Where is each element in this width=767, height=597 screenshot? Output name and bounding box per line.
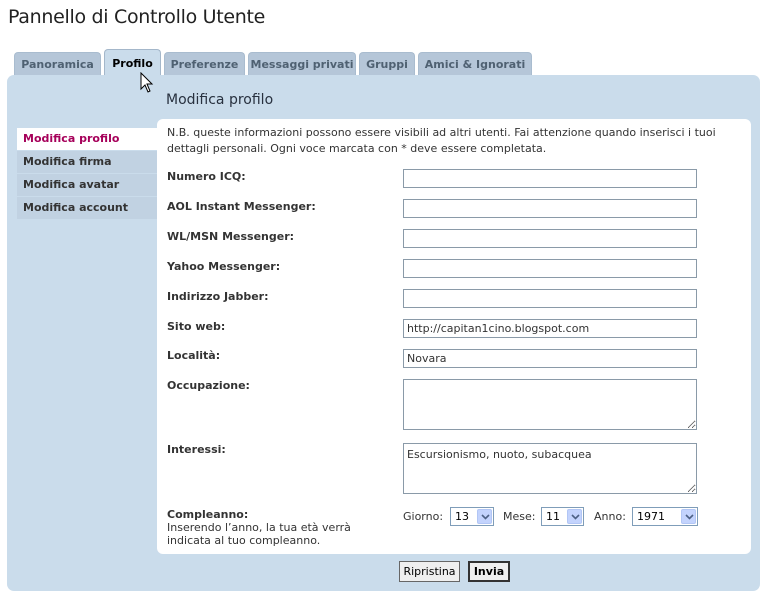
tab-amici-ignorati[interactable]: Amici & Ignorati — [418, 52, 532, 75]
tab-profilo[interactable]: Profilo — [104, 49, 161, 75]
chevron-down-icon — [477, 509, 492, 524]
sidenav-item-modifica-avatar[interactable]: Modifica avatar — [17, 174, 157, 196]
jabber-label: Indirizzo Jabber: — [167, 290, 269, 303]
interests-textarea[interactable] — [403, 443, 697, 494]
location-label: Località: — [167, 349, 221, 362]
sidenav-item-modifica-account[interactable]: Modifica account — [17, 197, 157, 219]
day-select[interactable] — [450, 507, 494, 526]
website-input[interactable] — [403, 319, 697, 338]
month-select[interactable] — [541, 507, 584, 526]
month-value: 11 — [546, 510, 560, 523]
msn-input[interactable] — [403, 229, 697, 248]
msn-label: WL/MSN Messenger: — [167, 230, 295, 243]
jabber-input[interactable] — [403, 289, 697, 308]
info-note: N.B. queste informazioni possono essere visibili ad altri utenti. Fai attenzione quando inserisci i tuoi dettagli personali. Ogni voce marcata con * deve essere completata. — [167, 126, 716, 155]
year-select[interactable] — [632, 507, 698, 526]
page-title: Pannello di Controllo Utente — [8, 6, 266, 28]
icq-label: Numero ICQ: — [167, 170, 246, 183]
submit-button[interactable]: Invia — [468, 561, 510, 582]
tab-panoramica[interactable]: Panoramica — [14, 52, 101, 75]
icq-input[interactable] — [403, 169, 697, 188]
chevron-down-icon — [567, 509, 582, 524]
reset-button[interactable]: Ripristina — [399, 561, 460, 582]
location-input[interactable] — [403, 349, 697, 368]
chevron-down-icon — [681, 509, 696, 524]
month-label: Mese: — [503, 510, 536, 523]
sidenav-item-modifica-firma[interactable]: Modifica firma — [17, 151, 157, 173]
day-value: 13 — [455, 510, 469, 523]
yahoo-label: Yahoo Messenger: — [167, 260, 281, 273]
profile-sidenav — [17, 128, 157, 220]
occupation-label: Occupazione: — [167, 379, 250, 392]
mouse-cursor-icon — [140, 72, 154, 94]
occupation-textarea[interactable] — [403, 379, 697, 430]
sidenav-item-modifica-profilo[interactable]: Modifica profilo — [17, 128, 157, 150]
birthday-hint: Inserendo l’anno, la tua età verrà indicata al tuo compleanno. — [167, 521, 351, 547]
tab-gruppi[interactable]: Gruppi — [359, 52, 415, 75]
birthday-label: Compleanno: — [167, 508, 249, 521]
website-label: Sito web: — [167, 320, 226, 333]
aol-label: AOL Instant Messenger: — [167, 200, 316, 213]
aol-input[interactable] — [403, 199, 697, 218]
interests-label: Interessi: — [167, 443, 226, 456]
tab-messaggi-privati[interactable]: Messaggi privati — [248, 52, 356, 75]
year-label: Anno: — [594, 510, 626, 523]
yahoo-input[interactable] — [403, 259, 697, 278]
year-value: 1971 — [637, 510, 665, 523]
section-title: Modifica profilo — [166, 92, 274, 108]
tab-preferenze[interactable]: Preferenze — [164, 52, 245, 75]
day-label: Giorno: — [403, 510, 444, 523]
